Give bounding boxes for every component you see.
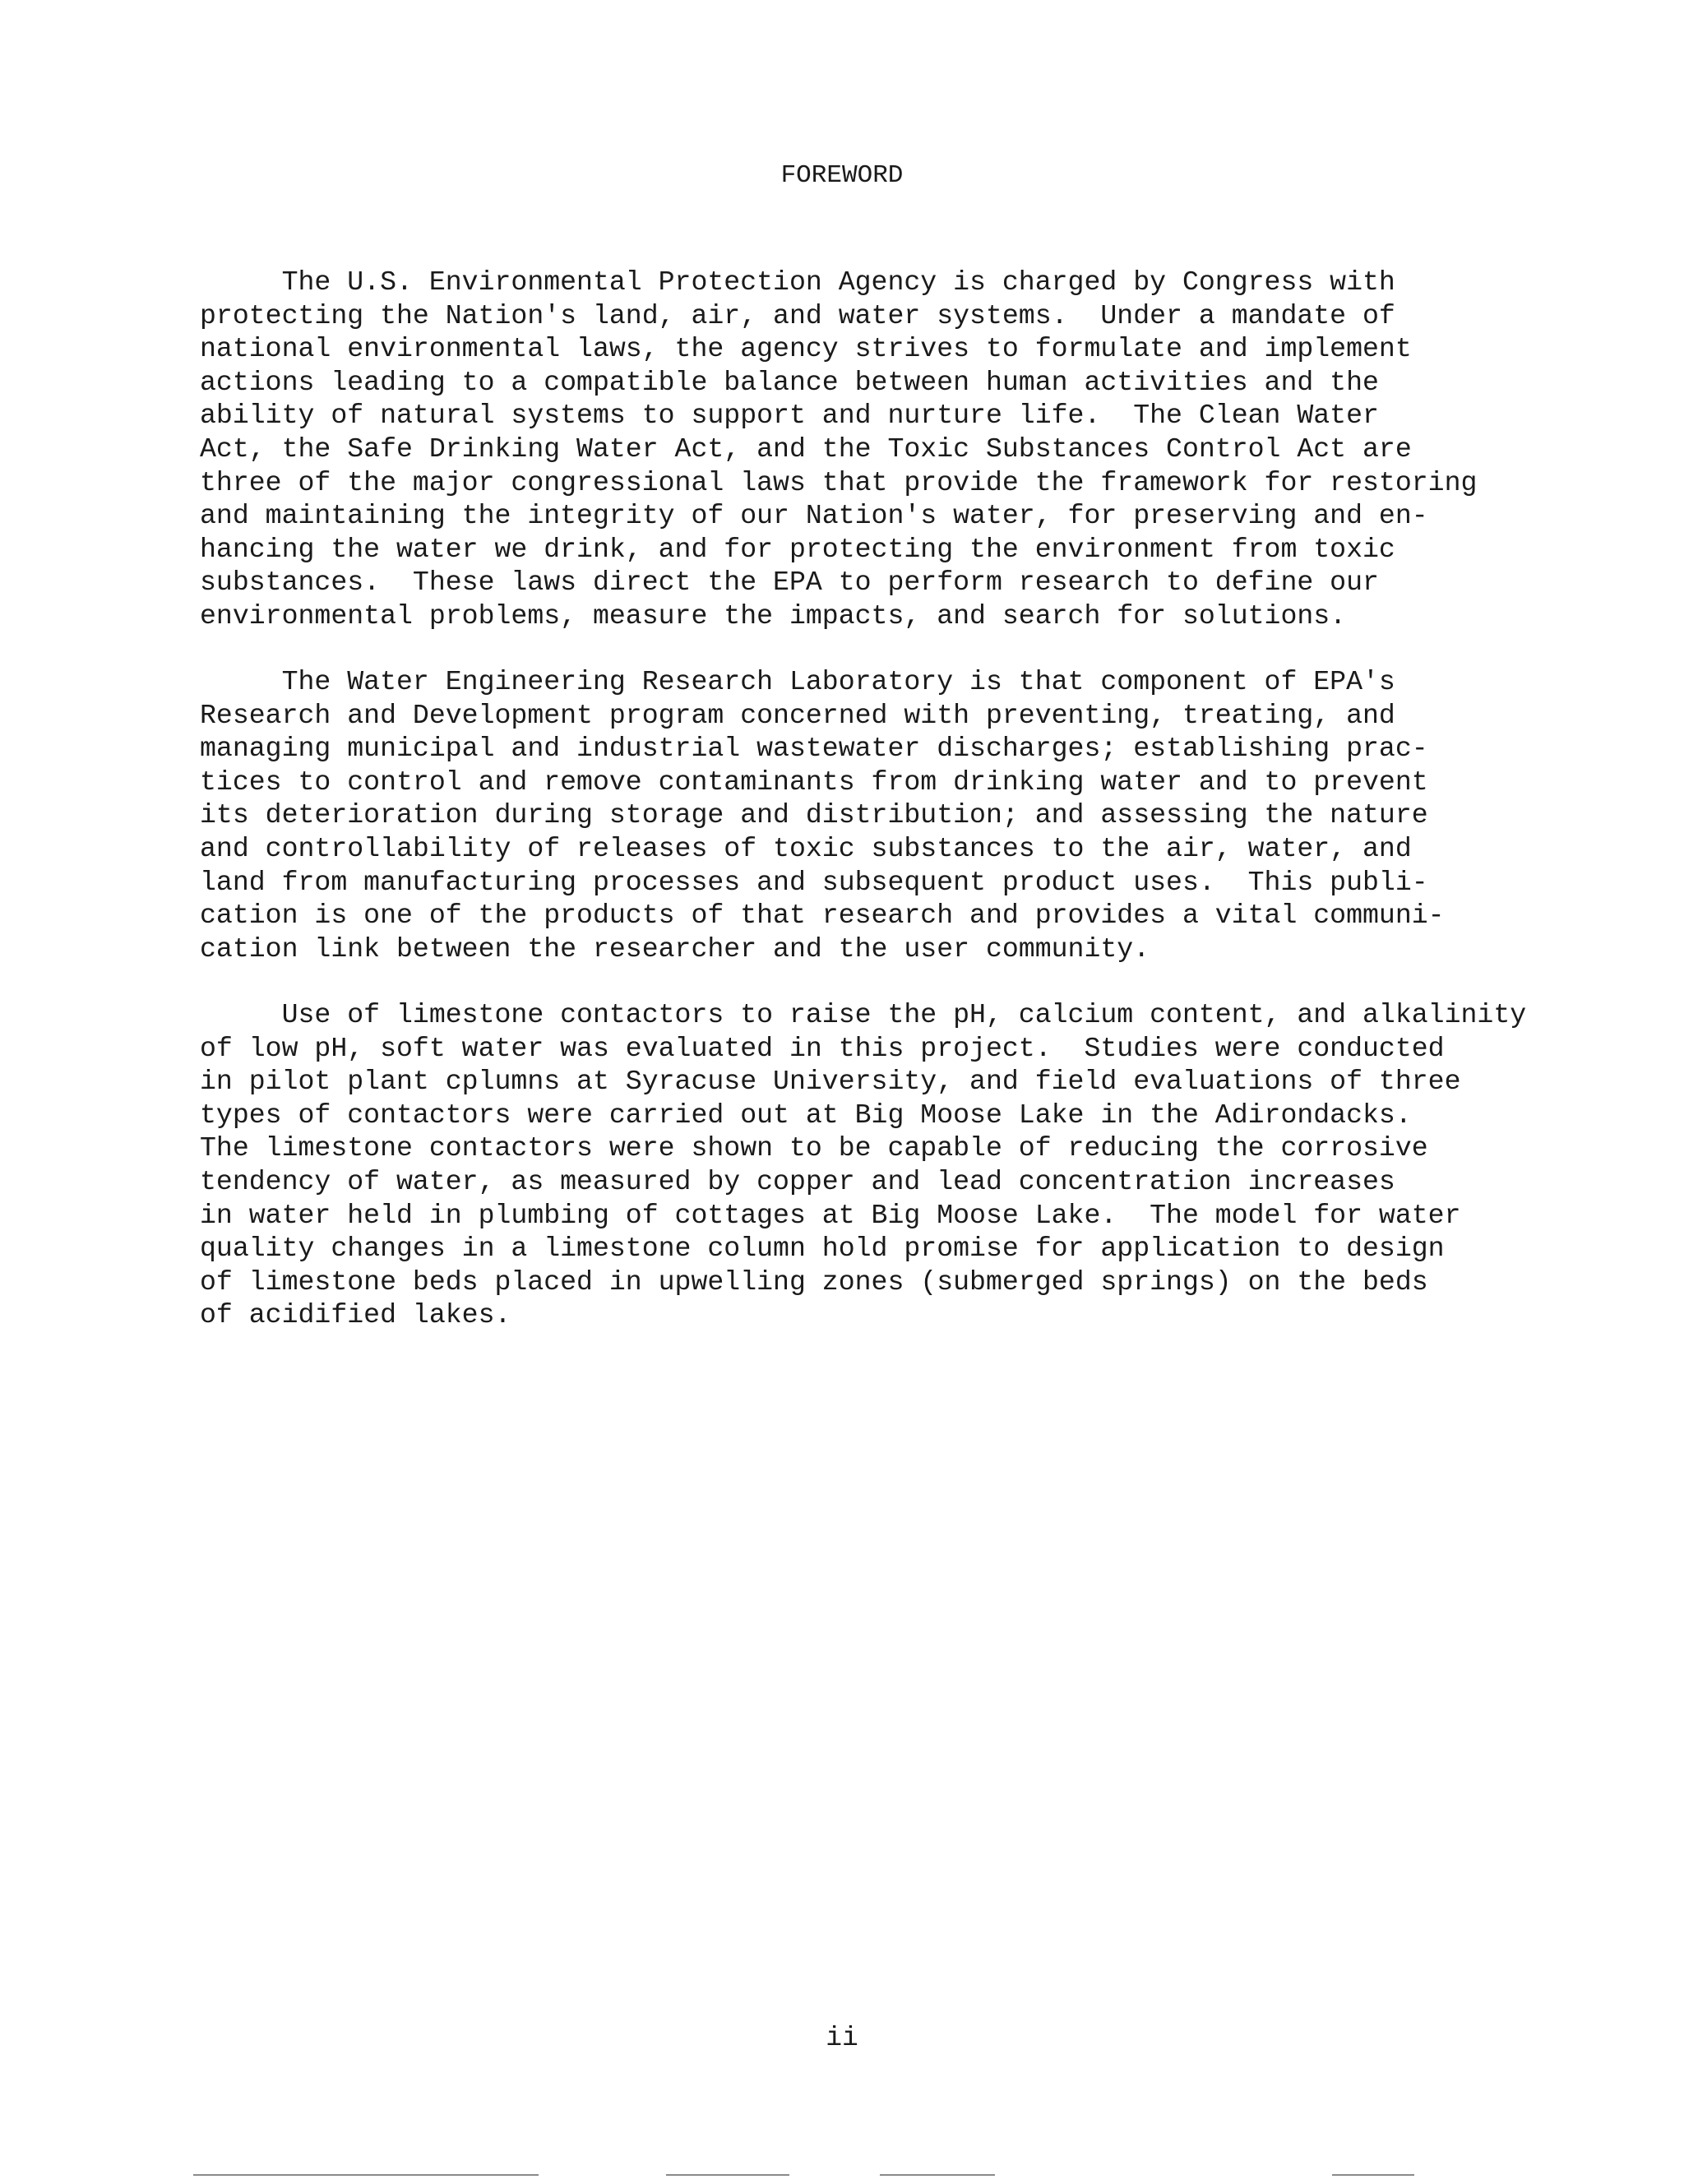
text-line: three of the major congressional laws that provide the framework for restoring: [200, 466, 1478, 498]
text-line: Act, the Safe Drinking Water Act, and the Toxic Substances Control Act are: [200, 433, 1412, 465]
text-line: environmental problems, measure the impacts, and search for solutions.: [200, 599, 1347, 632]
scan-edge-line: [666, 2174, 789, 2176]
text-line: tendency of water, as measured by copper and lead concentration increases: [200, 1165, 1395, 1197]
text-line: national environmental laws, the agency strives to formulate and implement: [200, 333, 1412, 365]
text-line: managing municipal and industrial wastewater discharges; establishing prac-: [200, 733, 1428, 765]
page-number: ii: [826, 2023, 858, 2053]
paragraph-epa-mandate: [200, 266, 1663, 633]
text-line: actions leading to a compatible balance between human activities and the: [200, 366, 1379, 398]
text-line: The Water Engineering Research Laboratory is that component of EPA's: [200, 666, 1395, 697]
paragraph-laboratory: [200, 665, 1663, 965]
scan-edge-line: [880, 2174, 995, 2176]
text-line: cation link between the researcher and the user community.: [200, 932, 1150, 965]
text-line: its deterioration during storage and distribution; and assessing the nature: [200, 799, 1428, 831]
text-line: of acidified lakes.: [200, 1299, 511, 1331]
text-line: ability of natural systems to support and nurture life. The Clean Water: [200, 400, 1379, 432]
text-line: land from manufacturing processes and subsequent product uses. This publi-: [200, 866, 1428, 898]
text-line: cation is one of the products of that research and provides a vital communi-: [200, 900, 1445, 932]
text-line: of low pH, soft water was evaluated in this project. Studies were conducted: [200, 1032, 1445, 1064]
text-line: of limestone beds placed in upwelling zones (submerged springs) on the beds: [200, 1266, 1428, 1298]
paragraph-limestone-project: [200, 998, 1663, 1332]
text-line: Research and Development program concerned with preventing, treating, and: [200, 699, 1395, 731]
text-line: Use of limestone contactors to raise the pH, calcium content, and alkalinity: [200, 999, 1527, 1030]
text-line: The U.S. Environmental Protection Agency is charged by Congress with: [200, 266, 1395, 298]
text-line: tices to control and remove contaminants from drinking water and to prevent: [200, 766, 1428, 798]
text-line: protecting the Nation's land, air, and water systems. Under a mandate of: [200, 299, 1395, 331]
text-line: and controllability of releases of toxic substances to the air, water, and: [200, 832, 1412, 864]
scan-edge-line: [1332, 2174, 1414, 2176]
text-line: quality changes in a limestone column hold promise for application to design: [200, 1233, 1445, 1265]
text-line: hancing the water we drink, and for protecting the environment from toxic: [200, 533, 1395, 565]
text-line: in pilot plant cplumns at Syracuse University, and field evaluations of three: [200, 1066, 1461, 1098]
text-line: types of contactors were carried out at Big Moose Lake in the Adirondacks.: [200, 1099, 1412, 1131]
text-line: and maintaining the integrity of our Nation's water, for preserving and en-: [200, 500, 1428, 532]
text-line: substances. These laws direct the EPA to perform research to define our: [200, 567, 1379, 599]
text-line: in water held in plumbing of cottages at Big Moose Lake. The model for water: [200, 1199, 1461, 1231]
text-line: The limestone contactors were shown to be capable of reducing the corrosive: [200, 1132, 1428, 1164]
scan-edge-line: [193, 2174, 539, 2176]
page-title: FOREWORD: [780, 161, 904, 190]
